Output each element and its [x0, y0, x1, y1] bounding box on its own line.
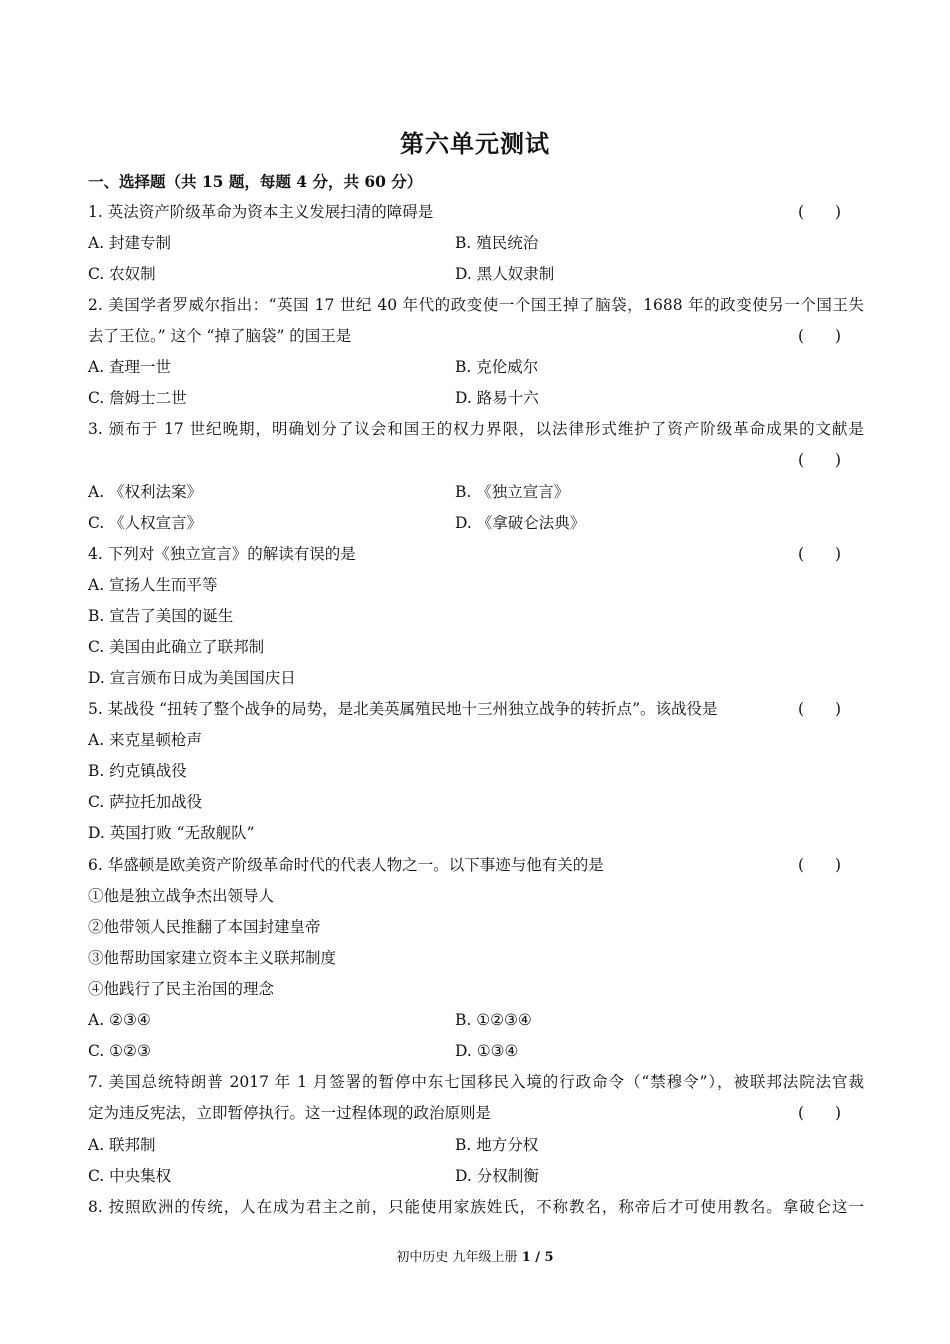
- q1-option-c: C. 农奴制: [88, 265, 156, 283]
- footer-text: 初中历史 九年级上册: [396, 1250, 522, 1265]
- question-7-stem-line1: 7. 美国总统特朗普 2017 年 1 月签署的暂停中东七国移民入境的行政命令（“禁穆令”），被联邦法院法官裁: [88, 1073, 864, 1091]
- q3-option-a: A. 《权利法案》: [88, 483, 203, 501]
- q5-option-a: A. 来克星顿枪声: [88, 731, 203, 749]
- q5-option-c: C. 萨拉托加战役: [88, 793, 203, 811]
- q5-option-d: D. 英国打败 “无敌舰队”: [88, 824, 255, 842]
- q6-statement-1: ①他是独立战争杰出领导人: [88, 887, 275, 905]
- page-title: 第六单元测试: [400, 129, 550, 158]
- q6-statement-4: ④他践行了民主治国的理念: [88, 980, 275, 998]
- section-heading: 一、选择题（共 15 题，每题 4 分，共 60 分）: [88, 172, 423, 191]
- q3-option-b: B. 《独立宣言》: [455, 483, 570, 501]
- q6-option-a: A. ②③④: [88, 1011, 151, 1029]
- question-5-stem: 5. 某战役 “扭转了整个战争的局势，是北美英属殖民地十三州独立战争的转折点”。该战役是: [88, 700, 718, 718]
- q1-option-d: D. 黑人奴隶制: [455, 265, 555, 283]
- q7-option-c: C. 中央集权: [88, 1167, 172, 1185]
- answer-blank-5: ( ): [798, 700, 842, 718]
- q2-option-a: A. 查理一世: [88, 358, 172, 376]
- question-2-stem-line2: 去了王位。” 这个 “掉了脑袋” 的国王是: [88, 327, 352, 345]
- answer-blank-4: ( ): [798, 545, 842, 563]
- question-4-stem: 4. 下列对《独立宣言》的解读有误的是: [88, 545, 356, 563]
- question-6-stem: 6. 华盛顿是欧美资产阶级革命时代的代表人物之一。以下事迹与他有关的是: [88, 856, 604, 874]
- q1-option-a: A. 封建专制: [88, 234, 172, 252]
- answer-blank-2: ( ): [798, 327, 842, 345]
- question-1-stem: 1. 英法资产阶级革命为资本主义发展扫清的障碍是: [88, 203, 434, 221]
- q6-statement-2: ②他带领人民推翻了本国封建皇帝: [88, 918, 321, 936]
- page-number: 1 / 5: [521, 1250, 554, 1265]
- question-3-stem: 3. 颁布于 17 世纪晚期，明确划分了议会和国王的权力界限，以法律形式维护了资产阶级革命成果的文献是: [88, 420, 864, 438]
- q4-option-d: D. 宣言颁布日成为美国国庆日: [88, 669, 296, 687]
- q6-option-c: C. ①②③: [88, 1042, 151, 1060]
- question-8-stem-line1: 8. 按照欧洲的传统，人在成为君主之前，只能使用家族姓氏，不称教名，称帝后才可使用教名。拿破仑这一: [88, 1198, 864, 1216]
- answer-blank-6: ( ): [798, 856, 842, 874]
- q3-option-d: D. 《拿破仑法典》: [455, 514, 586, 532]
- q2-option-c: C. 詹姆士二世: [88, 389, 187, 407]
- q4-option-c: C. 美国由此确立了联邦制: [88, 638, 265, 656]
- answer-blank-1: ( ): [798, 203, 842, 221]
- answer-blank-7: ( ): [798, 1104, 842, 1122]
- page-footer: [0, 1246, 950, 1265]
- q3-option-c: C. 《人权宣言》: [88, 514, 203, 532]
- q2-option-d: D. 路易十六: [455, 389, 539, 407]
- answer-blank-3: ( ): [798, 451, 842, 469]
- q7-option-d: D. 分权制衡: [455, 1167, 539, 1185]
- q4-option-b: B. 宣告了美国的诞生: [88, 607, 234, 625]
- q6-option-b: B. ①②③④: [455, 1011, 532, 1029]
- q7-option-a: A. 联邦制: [88, 1136, 156, 1154]
- q4-option-a: A. 宣扬人生而平等: [88, 576, 218, 594]
- q2-option-b: B. 克伦威尔: [455, 358, 539, 376]
- question-7-stem-line2: 定为违反宪法，立即暂停执行。这一过程体现的政治原则是: [88, 1104, 492, 1122]
- question-2-stem-line1: 2. 美国学者罗威尔指出：“英国 17 世纪 40 年代的政变使一个国王掉了脑袋，1688 年的政变使另一个国王失: [88, 296, 864, 314]
- q6-statement-3: ③他帮助国家建立资本主义联邦制度: [88, 949, 337, 967]
- q5-option-b: B. 约克镇战役: [88, 762, 187, 780]
- q7-option-b: B. 地方分权: [455, 1136, 539, 1154]
- q1-option-b: B. 殖民统治: [455, 234, 539, 252]
- q6-option-d: D. ①③④: [455, 1042, 519, 1060]
